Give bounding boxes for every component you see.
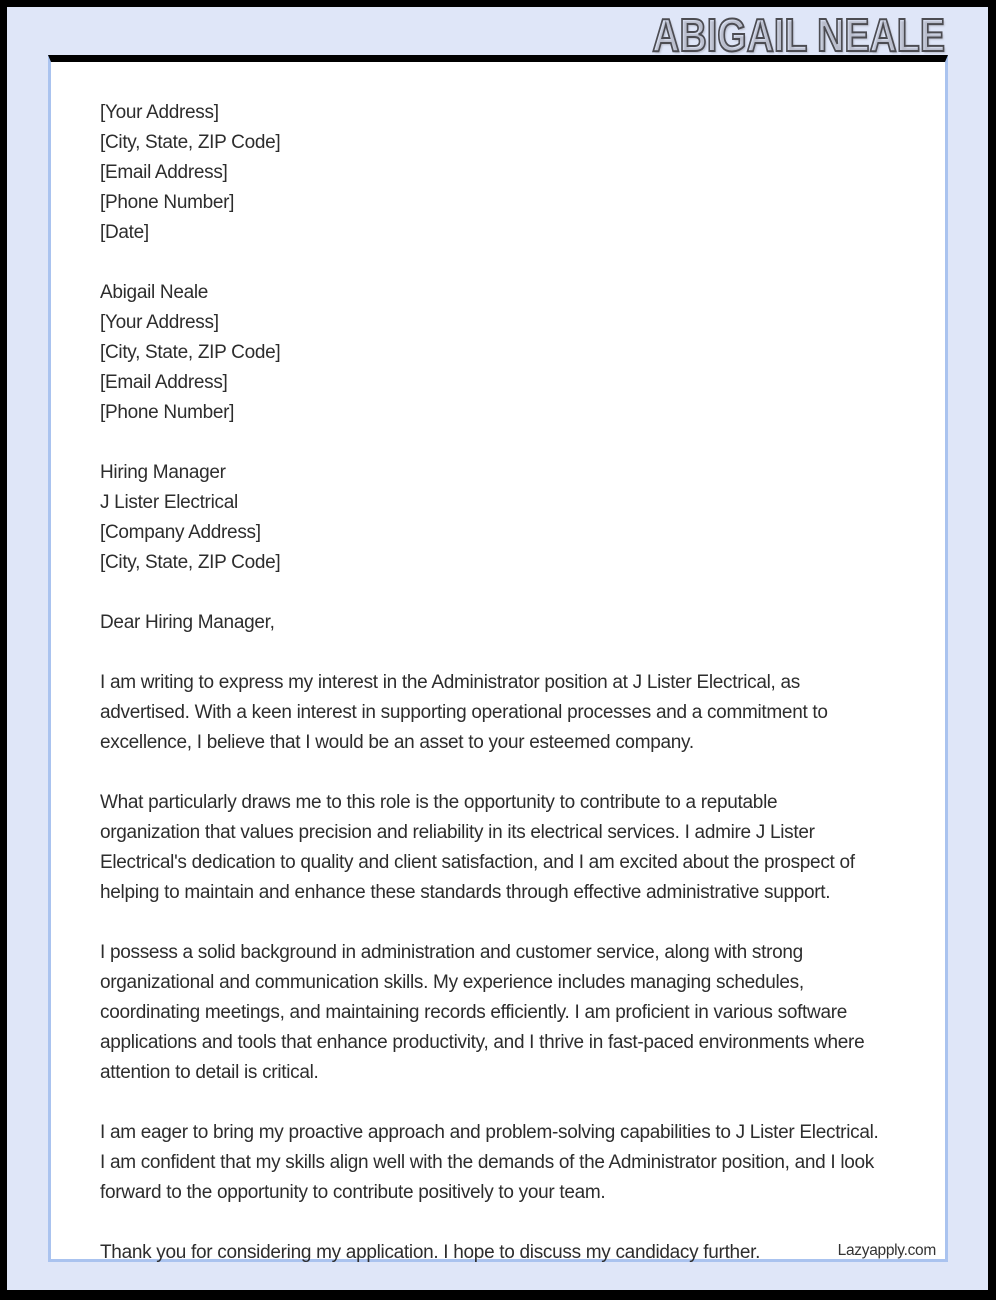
paragraph-text: I possess a solid background in administration and customer service, along with strong organizational and communication skills. My experience includes managing schedules, coordinating meetings, and maintaining records efficiently. I am proficient in various software applications and tools that enhance productivity, and I thrive in fast-paced environments where attention to detail is critical.	[100, 942, 865, 1083]
frame-top-bar	[0, 0, 996, 7]
letter-paragraph	[100, 788, 882, 908]
applicant-address-line: [Email Address]	[100, 372, 228, 393]
sender-address-line: [Email Address]	[100, 162, 228, 183]
recipient-title: Hiring Manager	[100, 462, 226, 483]
recipient-block	[100, 458, 882, 578]
watermark-label: Lazyapply.com	[837, 1242, 936, 1259]
sender-address-line: [Date]	[100, 222, 149, 243]
frame-left-bar	[0, 0, 7, 1300]
letter-paragraph	[100, 938, 882, 1088]
applicant-address-line: [City, State, ZIP Code]	[100, 342, 281, 363]
page-title: ABIGAIL NEALE	[652, 9, 945, 61]
frame-bottom-bar	[0, 1290, 996, 1300]
letter-paragraph	[100, 1118, 882, 1208]
sender-address-block	[100, 98, 882, 248]
applicant-address-line: [Your Address]	[100, 312, 219, 333]
recipient-address-line: [Company Address]	[100, 522, 261, 543]
paragraph-text: What particularly draws me to this role is the opportunity to contribute to a reputable organization that values precision and reliability in its electrical services. I admire J Lister Electrical's dedication to quality and client satisfaction, and I am excited about the prospect of helping to maintain and enhance these standards through effective administrative support.	[100, 792, 855, 903]
frame-right-bar	[988, 0, 996, 1300]
sender-address-line: [City, State, ZIP Code]	[100, 132, 281, 153]
sender-address-line: [Your Address]	[100, 102, 219, 123]
salutation-line: Dear Hiring Manager,	[100, 612, 275, 633]
applicant-block	[100, 278, 882, 428]
applicant-name: Abigail Neale	[100, 282, 209, 303]
recipient-company: J Lister Electrical	[100, 492, 238, 513]
closing-line: Thank you for considering my application. I hope to discuss my candidacy further.	[100, 1242, 761, 1263]
letter-paragraph	[100, 668, 882, 758]
applicant-address-line: [Phone Number]	[100, 402, 235, 423]
letter-body	[100, 98, 882, 1298]
recipient-address-line: [City, State, ZIP Code]	[100, 552, 281, 573]
sender-address-line: [Phone Number]	[100, 192, 235, 213]
paragraph-text: I am eager to bring my proactive approach and problem-solving capabilities to J Lister Electrical. I am confident that my skills align well with the demands of the Administrator position, and I look forward to the opportunity to contribute positively to your team.	[100, 1122, 879, 1203]
salutation	[100, 608, 882, 638]
paragraph-text: I am writing to express my interest in the Administrator position at J Lister Electrical, as advertised. With a keen interest in supporting operational processes and a commitment to excellence, I believe that I would be an asset to your esteemed company.	[100, 672, 828, 753]
